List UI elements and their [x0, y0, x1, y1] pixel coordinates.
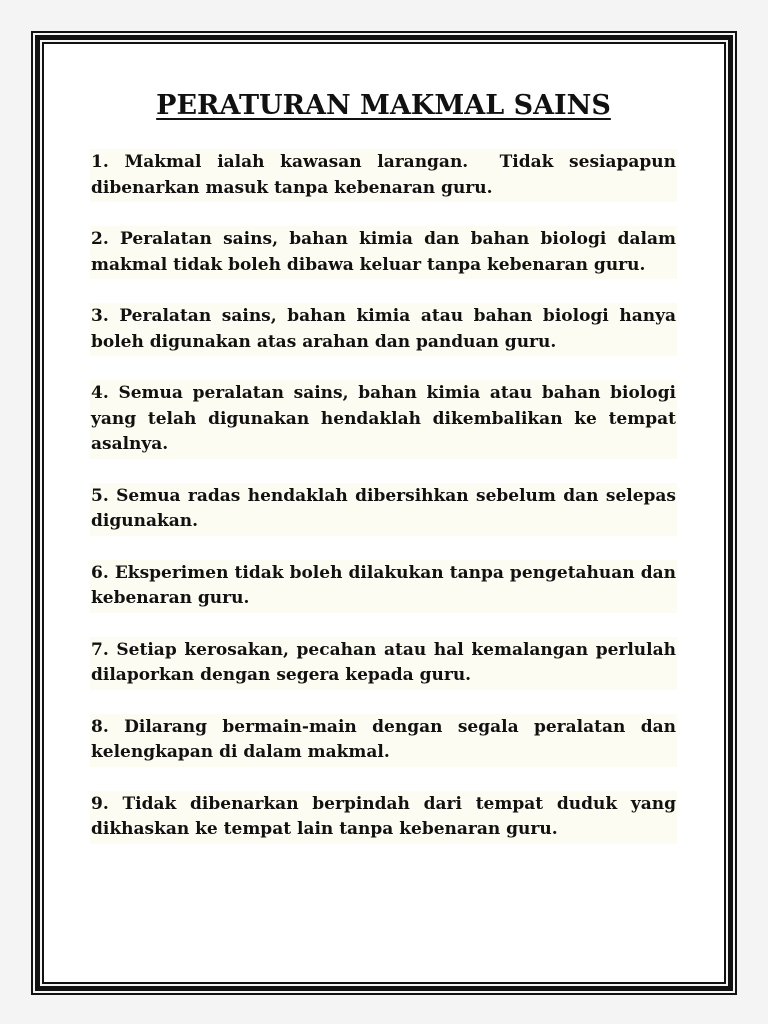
rule-text: Semua radas hendaklah dibersihkan sebelum dan selepas digunakan. — [91, 485, 682, 531]
rule-number: 8. — [91, 716, 109, 737]
rules-list — [91, 150, 682, 843]
rule-item-4 — [91, 381, 682, 458]
rule-item-9 — [91, 792, 682, 843]
rule-item-1 — [91, 150, 682, 201]
rule-number: 7. — [91, 639, 109, 660]
rule-text: Dilarang bermain-main dengan segala peralatan dan kelengkapan di dalam makmal. — [91, 716, 682, 762]
document-content — [91, 84, 682, 869]
rule-number: 6. — [91, 562, 109, 583]
rule-item-2 — [91, 227, 682, 278]
rule-text: Semua peralatan sains, bahan kimia atau bahan biologi yang telah digunakan hendaklah dikembalikan ke tempat asalnya. — [91, 383, 682, 454]
rule-text: Eksperimen tidak boleh dilakukan tanpa pengetahuan dan kebenaran guru. — [91, 562, 682, 608]
rule-number: 5. — [91, 485, 109, 506]
rule-text: Tidak dibenarkan berpindah dari tempat duduk yang dikhaskan ke tempat lain tanpa kebenaran guru. — [91, 793, 682, 839]
rule-item-7 — [91, 638, 682, 689]
rule-item-5 — [91, 484, 682, 535]
rule-item-8 — [91, 715, 682, 766]
rule-number: 9. — [91, 793, 109, 814]
rule-text: Peralatan sains, bahan kimia dan bahan biologi dalam makmal tidak boleh dibawa keluar tanpa kebenaran guru. — [91, 229, 682, 275]
rule-number: 1. — [91, 152, 109, 172]
rule-number: 2. — [91, 229, 109, 249]
rule-text: Makmal ialah kawasan larangan. Tidak sesiapapun dibenarkan masuk tanpa kebenaran guru. — [91, 152, 682, 198]
rule-number: 4. — [91, 383, 109, 403]
rule-text: Setiap kerosakan, pecahan atau hal kemalangan perlulah dilaporkan dengan segera kepada guru. — [91, 639, 682, 685]
rule-item-3 — [91, 304, 682, 355]
document-title: PERATURAN MAKMAL SAINS — [156, 90, 611, 121]
rule-item-6 — [91, 561, 682, 612]
rule-number: 3. — [91, 306, 109, 326]
rule-text: Peralatan sains, bahan kimia atau bahan biologi hanya boleh digunakan atas arahan dan panduan guru. — [91, 306, 682, 352]
